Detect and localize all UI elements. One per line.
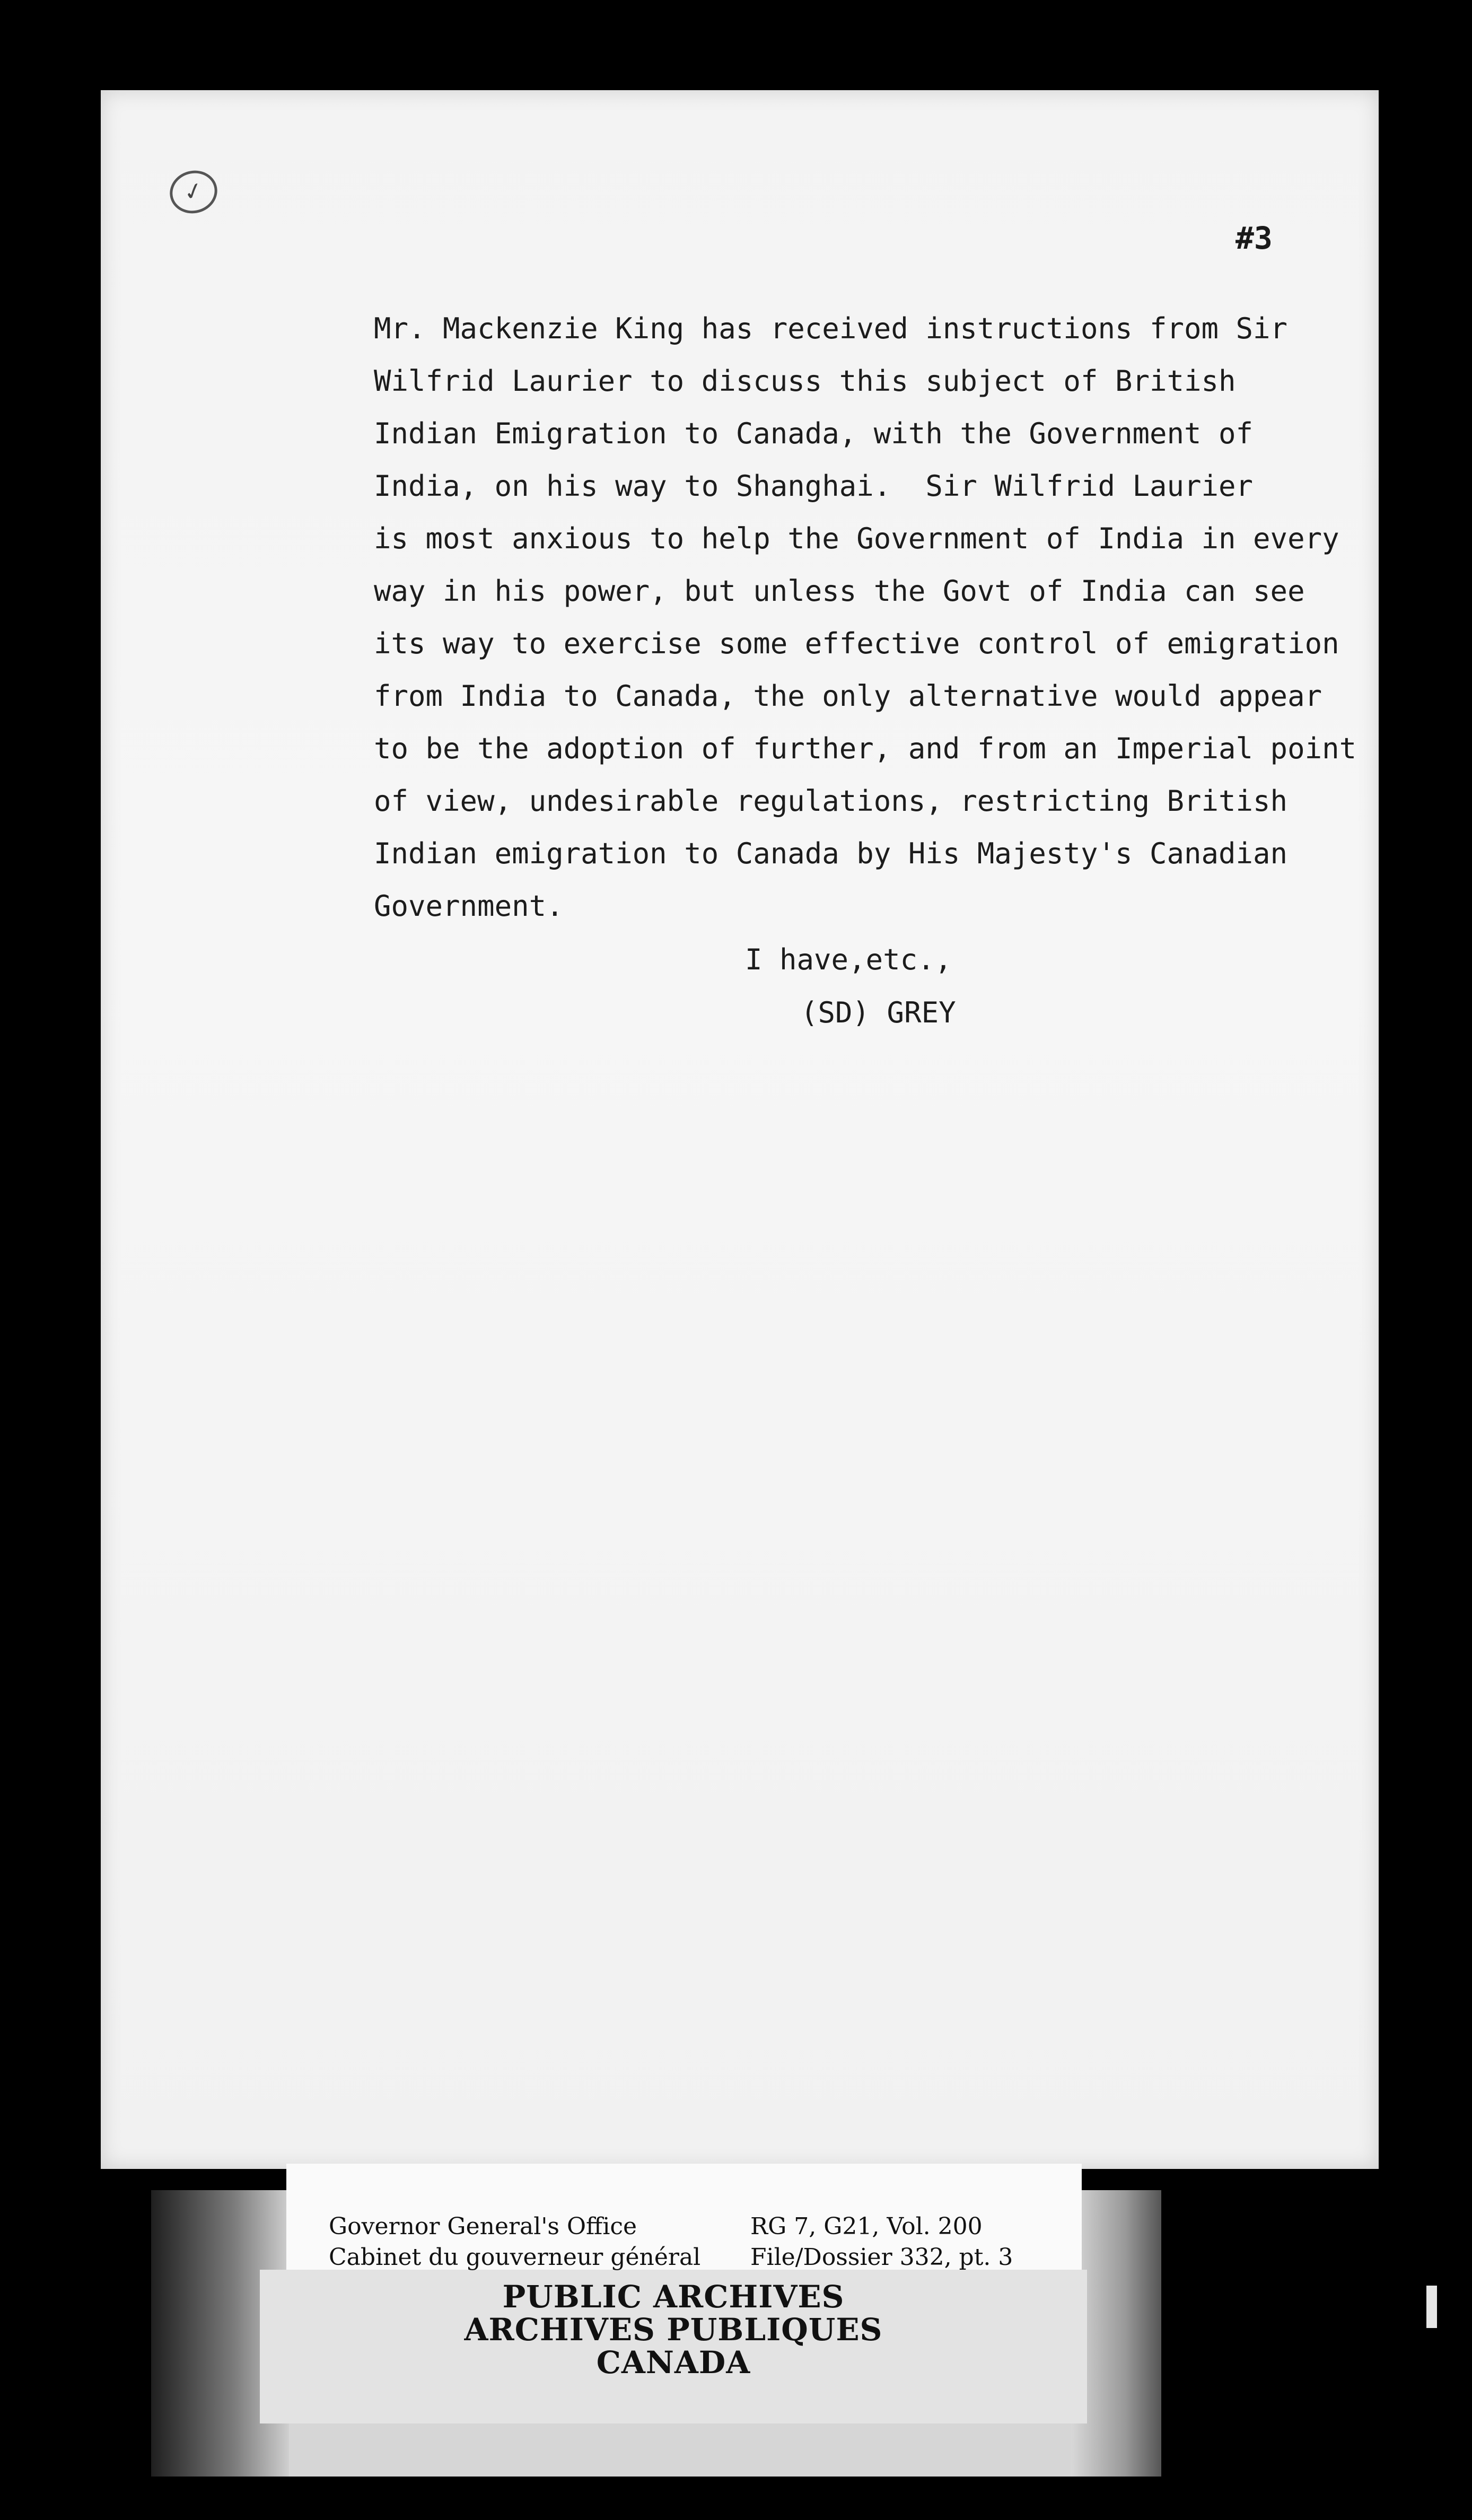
letter-line: India, on his way to Shanghai. Sir Wilfrid Laurier: [374, 469, 1254, 503]
letter-line: Indian emigration to Canada by His Majesty's Canadian: [374, 837, 1288, 870]
office-french: Cabinet du gouverneur général: [329, 2244, 701, 2271]
letter-line: Indian Emigration to Canada, with the Government of: [374, 417, 1254, 450]
page-number: #3: [1236, 220, 1273, 256]
archive-office: [329, 2211, 700, 2273]
file-number: File/Dossier 332, pt. 3: [750, 2244, 1013, 2271]
archives-english: PUBLIC ARCHIVES: [502, 2279, 845, 2315]
letter-signature: (SD) GREY: [801, 996, 956, 1029]
letter-body: [374, 302, 1357, 932]
check-mark-icon: ✓: [165, 165, 222, 219]
letter-line: its way to exercise some effective control of emigration: [374, 627, 1339, 660]
archives-country: CANADA: [596, 2344, 751, 2381]
letter-line: Government.: [374, 889, 564, 923]
letter-line: is most anxious to help the Government of India in every: [374, 522, 1339, 555]
letter-line: to be the adoption of further, and from an Imperial point: [374, 732, 1357, 765]
office-english: Governor General's Office: [329, 2213, 637, 2240]
archives-title: [260, 2280, 1087, 2379]
letter-line: Mr. Mackenzie King has received instructions from Sir: [374, 312, 1288, 345]
letter-line: way in his power, but unless the Govt of India can see: [374, 574, 1305, 608]
letter-line: from India to Canada, the only alternative would appear: [374, 679, 1322, 713]
archives-french: ARCHIVES PUBLIQUES: [464, 2312, 883, 2348]
archive-reference: [750, 2211, 1013, 2273]
film-edge-mark: [1426, 2286, 1437, 2328]
record-group: RG 7, G21, Vol. 200: [750, 2213, 983, 2240]
letter-line: Wilfrid Laurier to discuss this subject of British: [374, 364, 1236, 398]
letter-line: of view, undesirable regulations, restricting British: [374, 784, 1288, 818]
letter-closing: I have,etc.,: [745, 943, 952, 976]
